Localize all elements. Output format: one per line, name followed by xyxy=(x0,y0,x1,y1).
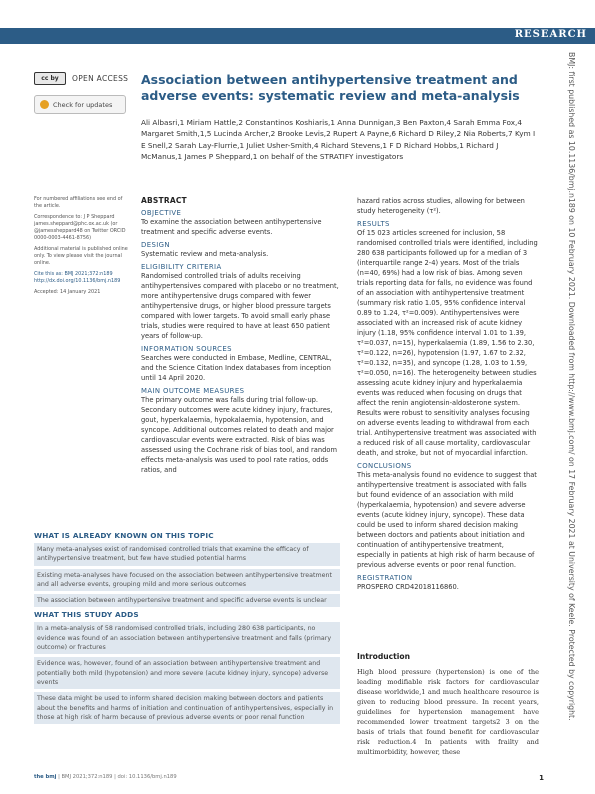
footer-doi: | BMJ 2021;372:n189 | doi: 10.1136/bmj.n189 xyxy=(58,774,177,780)
registration-heading: REGISTRATION xyxy=(357,574,413,582)
abstract-heading: ABSTRACT xyxy=(141,196,187,205)
open-access-label: OPEN ACCESS xyxy=(72,74,129,83)
adds-box-heading: WHAT THIS STUDY ADDS xyxy=(34,610,139,620)
additional-material-note: Additional material is published online only. To view please visit the journal online. xyxy=(34,246,128,266)
footer-citation xyxy=(34,774,177,782)
main-outcome-continued: hazard ratios across studies, allowing for between study heterogeneity (τ²). xyxy=(357,197,525,215)
registration-text: PROSPERO CRD42018116860. xyxy=(357,583,459,591)
check-for-updates-button[interactable] xyxy=(34,95,126,114)
design-heading: DESIGN xyxy=(141,241,170,249)
information-sources-text: Searches were conducted in Embase, Medline, CENTRAL, and the Science Citation Index databases from inception until 14 April 2020. xyxy=(141,354,332,382)
known-box-item: Existing meta-analyses have focused on the association between antihypertensive treatment and all adverse events, grouping mild and more serious outcomes xyxy=(34,569,340,592)
abstract-column-1 xyxy=(141,196,339,475)
section-bar xyxy=(0,28,595,44)
introduction-section xyxy=(357,652,539,757)
article-title: Association between antihypertensive treatment and adverse events: systematic review and meta-analysis xyxy=(141,72,520,103)
eligibility-text: Randomised controlled trials of adults receiving antihypertensives compared with placebo or no treatment, more antihypertensive drugs compared with fewer antihypertensive drugs, or higher blood pressure targets compared with lower targets. To avoid small early phase trials, studies were required to have at least 650 patient years of follow-up. xyxy=(141,272,339,340)
accepted-date: Accepted: 14 January 2021 xyxy=(34,289,101,295)
page-number: 1 xyxy=(539,774,544,782)
correspondence: Correspondence to: J P Sheppard james.sheppard@phc.ox.ac.uk (or @jamessheppard48 on Twitter ORCID 0000-0003-4461-8756) xyxy=(34,214,126,241)
known-box-item: The association between antihypertensive treatment and specific adverse events is unclear xyxy=(34,594,340,607)
adds-box-item: Evidence was, however, found of an association between antihypertensive treatment and potentially both mild (hypotension) and more severe (acute kidney injury, syncope) adverse events xyxy=(34,657,340,689)
section-label: RESEARCH xyxy=(514,29,587,40)
objective-heading: OBJECTIVE xyxy=(141,209,182,217)
introduction-text: High blood pressure (hypertension) is one of the leading modifiable risk factors for cardiovascular disease worldwide,1 and much healthcare resource is given to reducing blood pressure. In recent years, guidelines for hypertension management have recommended lower treatment targets2 3 on the basis of trials that found benefit for cardiovascular risk reduction.4 In patients with frailty and multimorbidity, however, these xyxy=(357,668,539,756)
abstract-column-2 xyxy=(357,196,539,592)
known-box-item: Many meta-analyses exist of randomised controlled trials that examine the efficacy of antihypertensive treatment, but few have studied potential harms xyxy=(34,543,340,566)
check-for-updates-label: Check for updates xyxy=(53,100,113,109)
conclusions-heading: CONCLUSIONS xyxy=(357,462,412,470)
update-icon xyxy=(40,100,49,109)
information-sources-heading: INFORMATION SOURCES xyxy=(141,345,232,353)
eligibility-heading: ELIGIBILITY CRITERIA xyxy=(141,263,222,271)
conclusions-text: This meta-analysis found no evidence to suggest that antihypertensive treatment is associated with falls but found evidence of an association with mild (hyperkalaemia, hypotension) and severe adverse events (acute kidney injury, syncope). These data could be used to inform shared decision making between doctors and patients about initiation and continuation of antihypertensive treatment, especially in patients at high risk of harm because of previous adverse events or poor renal function. xyxy=(357,471,537,569)
open-access-badge xyxy=(34,72,128,85)
cite-link[interactable]: Cite this as: BMJ 2021;372:n189 http://dx.doi.org/10.1136/bmj.n189 xyxy=(34,271,121,284)
creative-commons-icon: cc by xyxy=(34,72,66,85)
adds-box-item: These data might be used to inform shared decision making between doctors and patients about the benefits and harms of initiation and continuation of antihypertensives, especially in those at high risk of harm because of previous adverse events or poor renal function xyxy=(34,692,340,724)
main-outcome-text: The primary outcome was falls during trial follow-up. Secondary outcomes were acute kidney injury, fractures, gout, hyperkalaemia, hypokalaemia, hypotension, and syncope. Additional outcomes related to death and major cardiovascular events were extracted. Risk of bias was assessed using the Cochrane risk of bias tool, and random effects meta-analysis was used to pool rate ratios, odds ratios, and xyxy=(141,396,337,474)
results-heading: RESULTS xyxy=(357,220,390,228)
results-text: Of 15 023 articles screened for inclusion, 58 randomised controlled trials were identified, including 280 638 participants followed up for a median of 3 (interquartile range 2-4) years. Most of the trials (n=40, 69%) had a low risk of bias. Among seven trials reporting data for falls, no evidence was found of an association with antihypertensive treatment (summary risk ratio 1.05, 95% confidence interval 0.89 to 1.24, τ²=0.009). Antihypertensives were associated with an increased risk of acute kidney injury (1.18, 95% confidence interval 1.01 to 1.39, τ²=0.037, n=15), hyperkalaemia (1.89, 1.56 to 2.30, τ²=0.122, n=26), hypotension (1.97, 1.67 to 2.32, τ²=0.132, n=35), and syncope (1.28, 1.03 to 1.59, τ²=0.050, n=16). The heterogeneity between studies assessing acute kidney injury and hyperkalaemia events was reduced when focusing on drugs that affect the renin angiotensin-aldosterone system. Results were robust to sensitivity analyses focusing on adverse events leading to withdrawal from each trial. Antihypertensive treatment was associated with a reduced risk of all cause mortality, cardiovascular death, and stroke, but not of myocardial infarction. xyxy=(357,229,538,457)
side-download-notice xyxy=(564,52,578,782)
design-text: Systematic review and meta-analysis. xyxy=(141,250,269,258)
main-outcome-heading: MAIN OUTCOME MEASURES xyxy=(141,387,245,395)
summary-boxes xyxy=(34,528,340,727)
journal-logo: the bmj xyxy=(34,774,57,780)
adds-box-item: In a meta-analysis of 58 randomised controlled trials, including 280 638 participants, no evidence was found of an association between antihypertensive treatment and falls (primary outcome) or fractures xyxy=(34,622,340,654)
introduction-heading: Introduction xyxy=(357,652,411,661)
author-list: Ali Albasri,1 Miriam Hattle,2 Constantinos Koshiaris,1 Anna Dunnigan,3 Ben Paxton,4 Sarah Emma Fox,4 Margaret Smith,1,5 Lucinda Archer,2 Brooke Levis,2 Rupert A Payne,6 Richard D Riley,2 Nia Roberts,7 Kym I E Snell,2 Sarah Lay-Flurrie,1 Juliet Usher-Smith,4 Richard Stevens,1 F D Richard Hobbs,1 Richard J McManus,1 James P Sheppard,1 on behalf of the STRATIFY investigators xyxy=(141,118,536,162)
affiliations-note: For numbered affiliations see end of the article. xyxy=(34,196,123,209)
page-footer xyxy=(34,774,544,782)
known-box-heading: WHAT IS ALREADY KNOWN ON THIS TOPIC xyxy=(34,531,214,540)
objective-text: To examine the association between antihypertensive treatment and specific adverse events. xyxy=(141,218,322,236)
article-metadata xyxy=(34,196,128,300)
download-notice-text: BMJ: first published as 10.1136/bmj.n189 on 10 February 2021. Downloaded from http://www.bmj.com/ on 17 February 2021 at University of Keele. Protected by copyright. xyxy=(567,52,576,721)
